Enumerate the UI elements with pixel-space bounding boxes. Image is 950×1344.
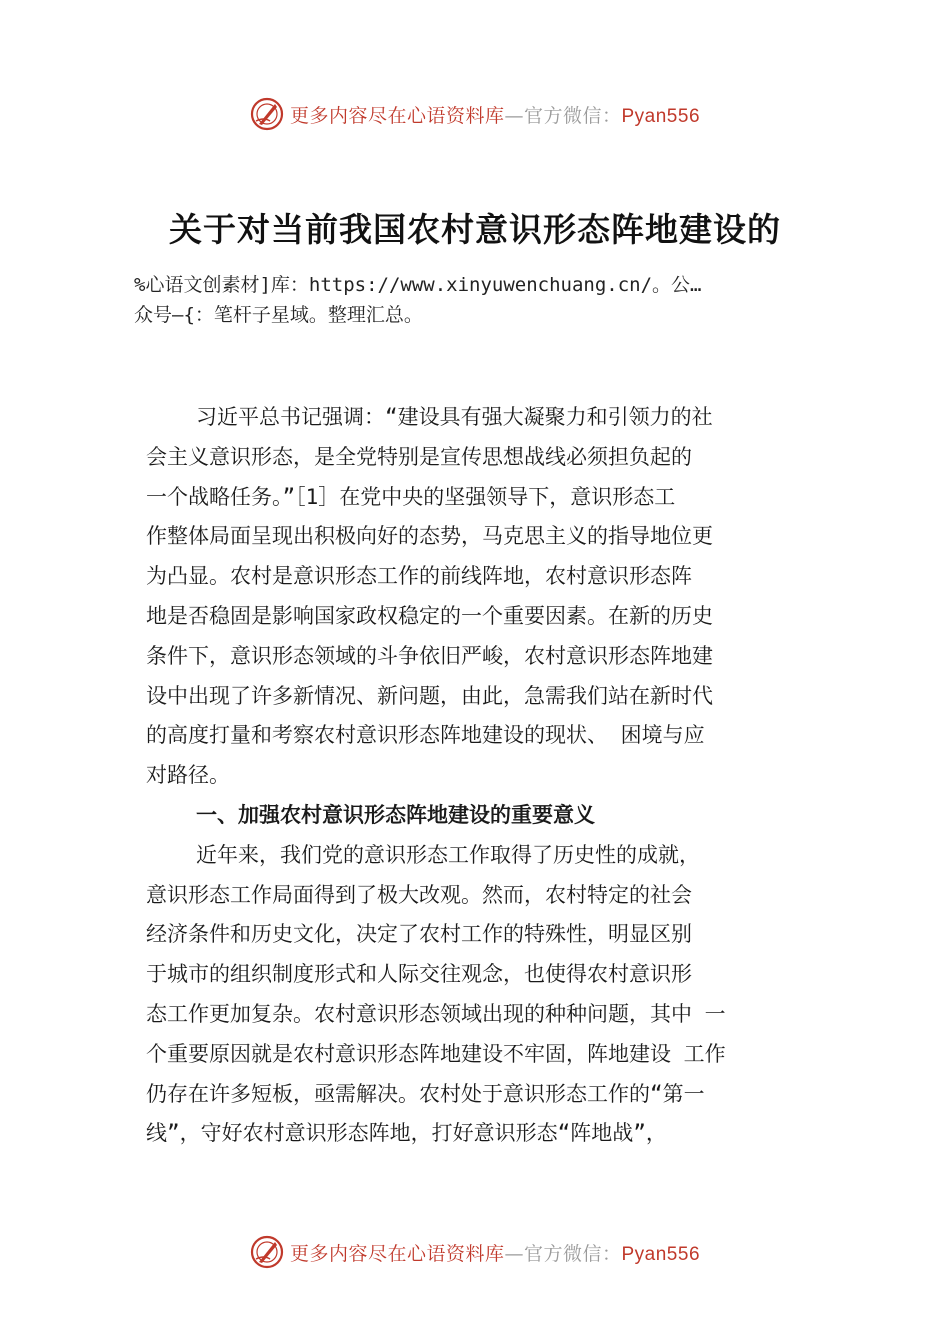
paragraph-line: 对路径。 [146, 763, 230, 788]
source-line: %心语文创素材]库：https://www.xinyuwenchuang.cn/。公… [134, 274, 702, 296]
banner-wechat-id: Pyan556 [621, 105, 701, 127]
quill-logo-icon [250, 97, 284, 131]
banner-library-text: 更多内容尽在心语资料库 [289, 1242, 505, 1265]
paragraph-line: 的高度打量和考察农村意识形态阵地建设的现状、 困境与应 [146, 723, 705, 748]
paragraph-line: 经济条件和历史文化，决定了农村工作的特殊性，明显区别 [146, 922, 692, 947]
paragraph-line: 作整体局面呈现出积极向好的态势，马克思主义的指导地位更 [146, 524, 713, 549]
paragraph-line: 习近平总书记强调：“建设具有强大凝聚力和引领力的社 [196, 405, 713, 429]
paragraph-line: 设中出现了许多新情况、新问题，由此，急需我们站在新时代 [146, 683, 713, 708]
paragraph-line: 一个战略任务。”［1］在党中央的坚强领导下，意识形态工 [146, 484, 676, 509]
paragraph-line: 近年来，我们党的意识形态工作取得了历史性的成就， [196, 842, 700, 867]
footer-banner [0, 1232, 950, 1272]
header-banner [0, 94, 950, 134]
paragraph-line: 态工作更加复杂。农村意识形态领域出现的种种问题，其中 一 [146, 1001, 726, 1026]
document-body [146, 398, 831, 1154]
banner-dash: — [504, 1242, 524, 1265]
banner-text [290, 1239, 700, 1266]
paragraph-line: 地是否稳固是影响国家政权稳定的一个重要因素。在新的历史 [146, 603, 713, 628]
paragraph-line: 线”，守好农村意识形态阵地，打好意识形态“阵地战”， [146, 1121, 667, 1146]
document-title: 关于对当前我国农村意识形态阵地建设的 [169, 210, 781, 249]
paragraph-line: 意识形态工作局面得到了极大改观。然而，农村特定的社会 [146, 882, 692, 907]
banner-dash: — [504, 104, 524, 127]
paragraph-line: 会主义意识形态，是全党特别是宣传思想战线必须担负起的 [146, 444, 692, 469]
paragraph-line: 为凸显。农村是意识形态工作的前线阵地，农村意识形态阵 [146, 564, 692, 589]
source-note [134, 270, 829, 330]
source-line: 众号—{：笔杆子星域。整理汇总。 [134, 304, 423, 326]
banner-text [290, 101, 700, 128]
banner-wechat-label: 官方微信： [523, 1242, 622, 1265]
paragraph-line: 于城市的组织制度形式和人际交往观念，也使得农村意识形 [146, 962, 692, 987]
paragraph-line: 条件下，意识形态领域的斗争依旧严峻，农村意识形态阵地建 [146, 643, 713, 668]
banner-library-text: 更多内容尽在心语资料库 [289, 104, 505, 127]
banner-wechat-id: Pyan556 [621, 1243, 701, 1265]
banner-wechat-label: 官方微信： [523, 104, 622, 127]
paragraph-line: 个重要原因就是农村意识形态阵地建设不牢固，阵地建设 工作 [146, 1041, 726, 1066]
paragraph-line: 仍存在许多短板，亟需解决。农村处于意识形态工作的“第一 [146, 1081, 705, 1106]
quill-logo-icon [250, 1235, 284, 1269]
section-heading: 一、加强农村意识形态阵地建设的重要意义 [196, 802, 595, 827]
